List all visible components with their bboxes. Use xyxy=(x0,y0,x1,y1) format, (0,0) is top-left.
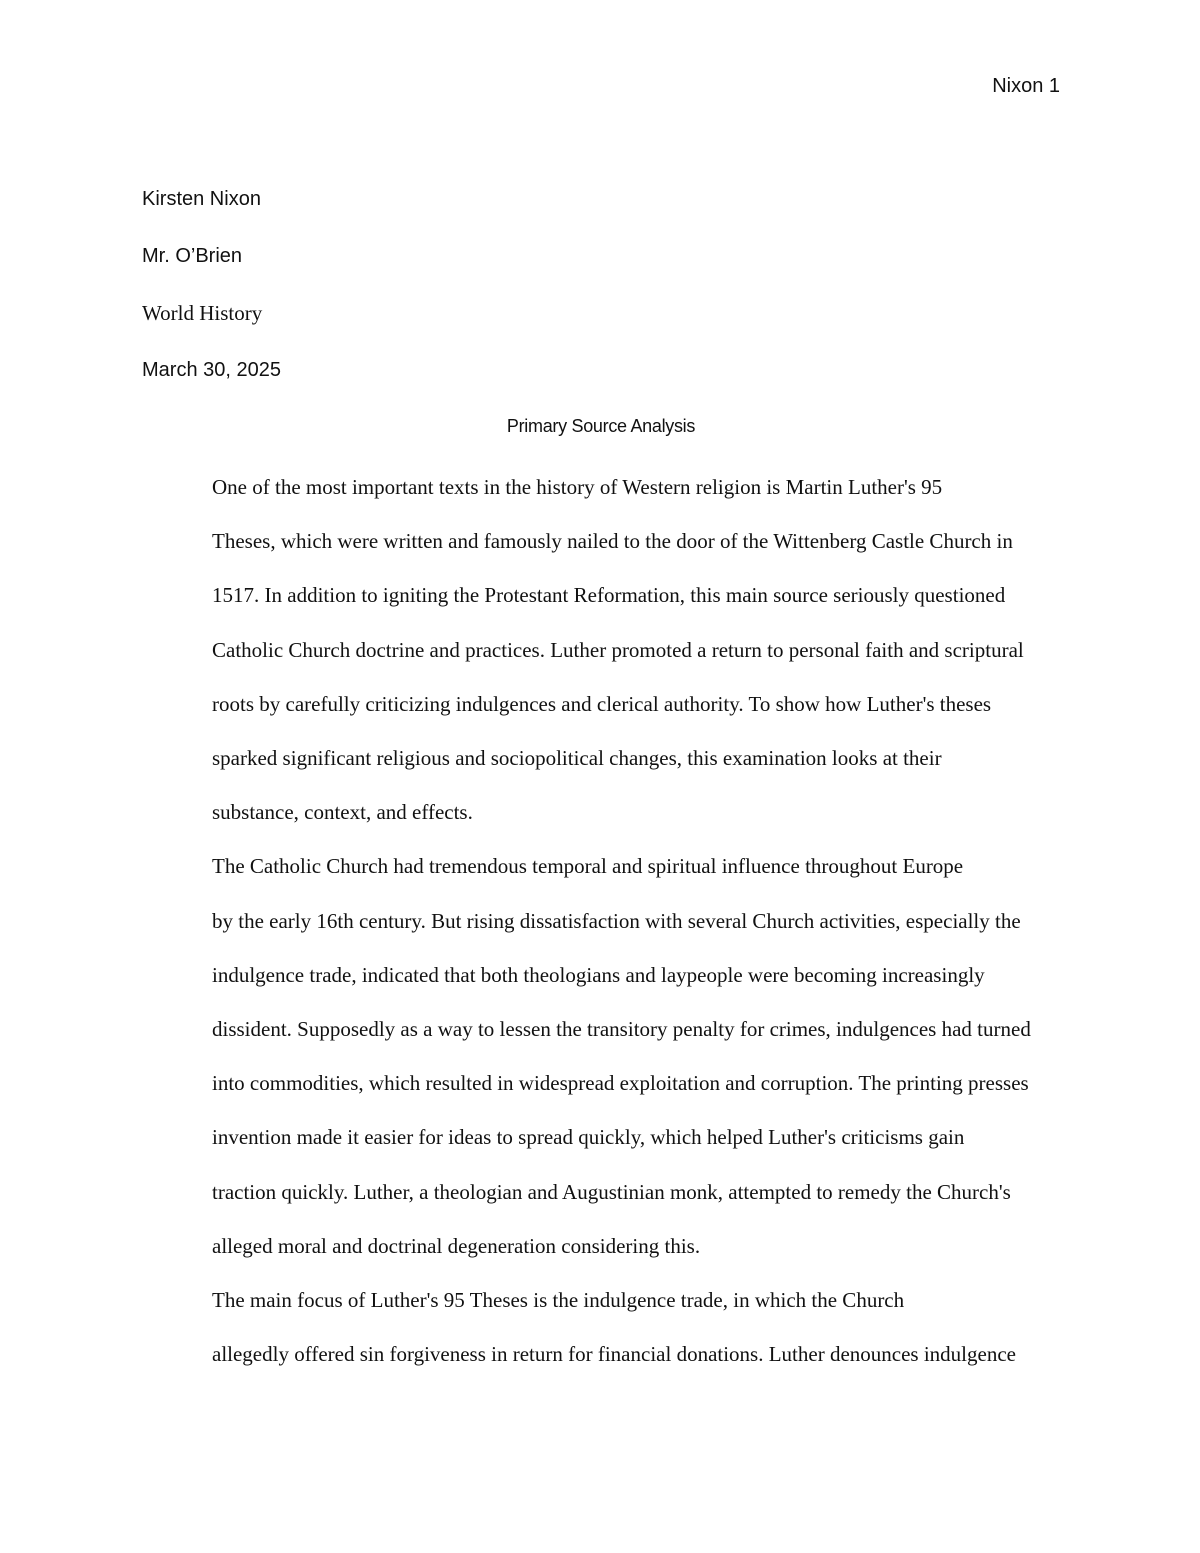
paragraph-line: The Catholic Church had tremendous temporal and spiritual influence throughout Europe xyxy=(212,854,964,879)
paragraph-line: dissident. Supposedly as a way to lessen the transitory penalty for crimes, indulgences had turned xyxy=(212,1017,1031,1042)
paragraph-1 xyxy=(142,460,1060,839)
paragraph-3 xyxy=(142,1273,1060,1381)
paragraph-line: allegedly offered sin forgiveness in return for financial donations. Luther denounces indulgence xyxy=(212,1342,1016,1367)
paragraph-line: Theses, which were written and famously nailed to the door of the Wittenberg Castle Church in xyxy=(212,529,1013,554)
running-head: Nixon 1 xyxy=(992,75,1060,97)
paragraph-line: roots by carefully criticizing indulgences and clerical authority. To show how Luther's theses xyxy=(212,691,992,716)
paragraph-line: substance, context, and effects. xyxy=(212,800,473,825)
paragraph-line: by the early 16th century. But rising dissatisfaction with several Church activities, especially the xyxy=(212,908,1021,933)
paragraph-line: One of the most important texts in the history of Western religion is Martin Luther's 95 xyxy=(212,475,943,499)
paragraph-line: invention made it easier for ideas to spread quickly, which helped Luther's criticisms gain xyxy=(212,1125,965,1150)
paragraph-line: indulgence trade, indicated that both theologians and laypeople were becoming increasingly xyxy=(212,962,985,987)
document-title: Primary Source Analysis xyxy=(506,416,696,436)
paragraph-line: traction quickly. Luther, a theologian and Augustinian monk, attempted to remedy the Church's xyxy=(212,1179,1011,1204)
course-name: World History xyxy=(142,301,263,325)
paragraph-line: alleged moral and doctrinal degeneration considering this. xyxy=(212,1233,701,1258)
paragraph-line: Catholic Church doctrine and practices. Luther promoted a return to personal faith and scriptural xyxy=(212,637,1024,662)
student-name: Kirsten Nixon xyxy=(142,188,261,210)
paper-date: March 30, 2025 xyxy=(142,359,281,381)
teacher-name: Mr. O’Brien xyxy=(142,245,243,267)
paragraph-line: sparked significant religious and sociopolitical changes, this examination looks at their xyxy=(212,746,942,771)
paragraph-line: 1517. In addition to igniting the Protestant Reformation, this main source seriously questioned xyxy=(212,583,1006,608)
paragraph-line: into commodities, which resulted in widespread exploitation and corruption. The printing presses xyxy=(212,1071,1029,1096)
paragraph-2 xyxy=(142,839,1060,1273)
paragraph-line: The main focus of Luther's 95 Theses is the indulgence trade, in which the Church xyxy=(212,1288,905,1313)
document-body xyxy=(142,175,1060,1381)
